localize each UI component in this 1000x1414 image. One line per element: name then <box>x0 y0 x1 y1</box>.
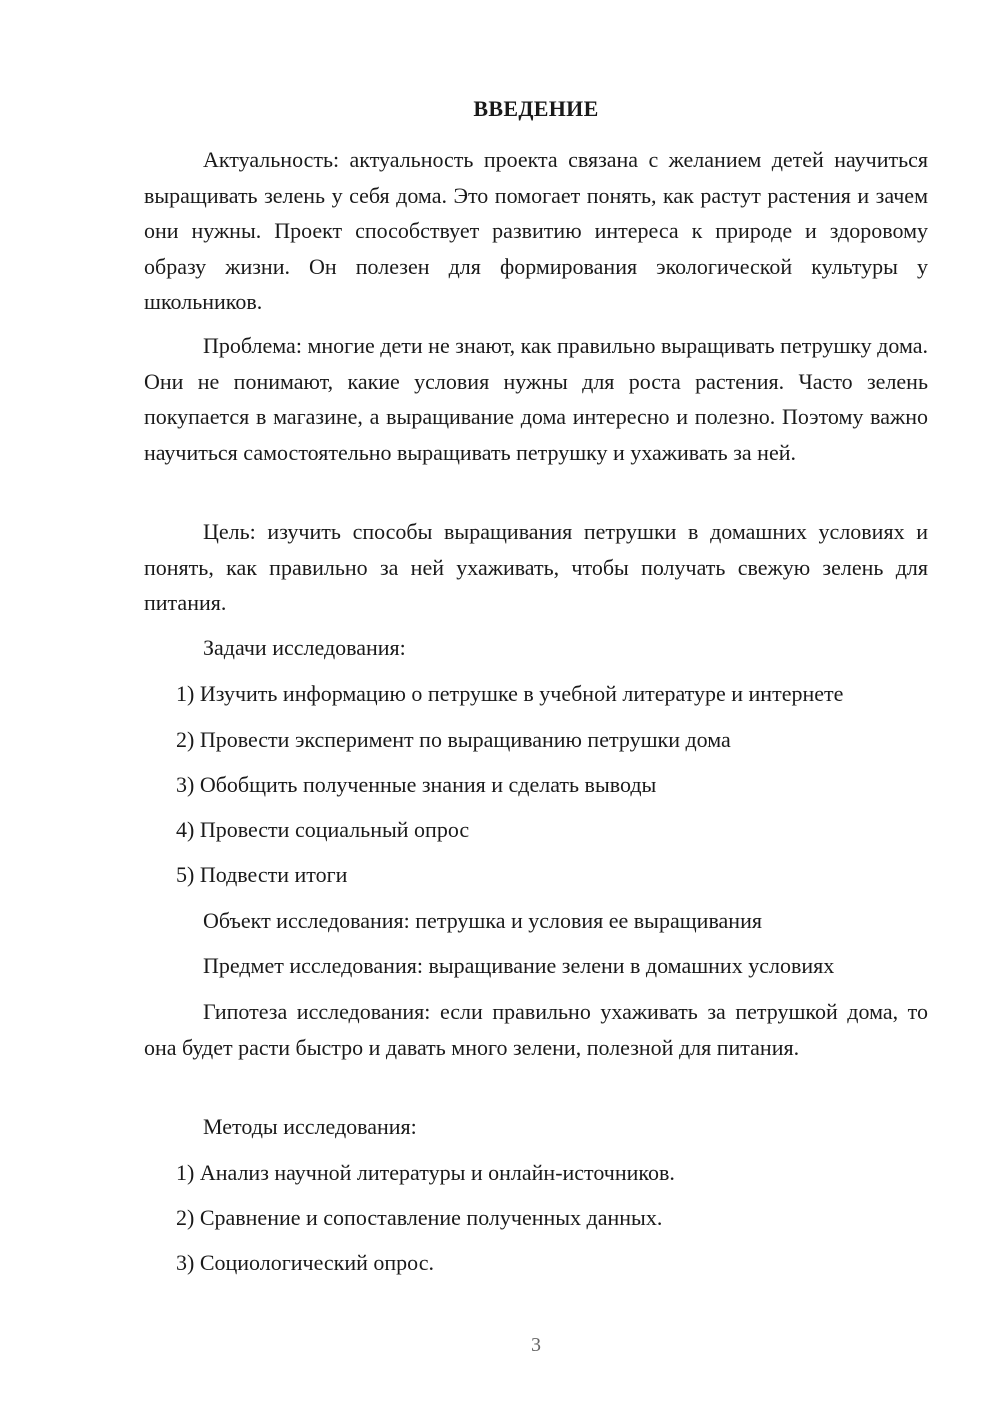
task-item-2: 2) Провести эксперимент по выращиванию петрушки дома <box>176 727 731 752</box>
relevance-paragraph: Актуальность: актуальность проекта связана с желанием детей научиться выращивать зелень у себя дома. Это помогает понять, как растут растения и зачем они нужны. Проект способствует развитию интереса к природе и здоровому образу жизни. Он полезен для формирования экологической культуры у школьников. <box>144 147 928 314</box>
hypothesis-paragraph: Гипотеза исследования: если правильно ухаживать за петрушкой дома, то она будет расти быстро и давать много зелени, полезной для питания. <box>144 999 928 1060</box>
object-line: Объект исследования: петрушка и условия ее выращивания <box>203 908 762 933</box>
task-item-1: 1) Изучить информацию о петрушке в учебной литературе и интернете <box>176 681 844 706</box>
page-number: 3 <box>531 1334 541 1356</box>
methods-heading: Методы исследования: <box>203 1114 417 1139</box>
method-item-2: 2) Сравнение и сопоставление полученных данных. <box>176 1205 663 1230</box>
tasks-heading: Задачи исследования: <box>203 635 406 660</box>
goal-paragraph: Цель: изучить способы выращивания петрушки в домашних условиях и понять, как правильно за ней ухаживать, чтобы получать свежую зелень для питания. <box>144 519 928 615</box>
task-item-4: 4) Провести социальный опрос <box>176 817 470 842</box>
method-item-1: 1) Анализ научной литературы и онлайн-источников. <box>176 1160 675 1185</box>
subject-line: Предмет исследования: выращивание зелени в домашних условиях <box>203 953 835 978</box>
problem-paragraph: Проблема: многие дети не знают, как правильно выращивать петрушку дома. Они не понимают, какие условия нужны для роста растения. Часто зелень покупается в магазине, а выращивание дома интересно и полезно. Поэтому важно научиться самостоятельно выращивать петрушку и ухаживать за ней. <box>144 333 928 465</box>
page-title: ВВЕДЕНИЕ <box>473 96 599 121</box>
method-item-3: 3) Социологический опрос. <box>176 1250 434 1275</box>
task-item-5: 5) Подвести итоги <box>176 862 348 887</box>
task-item-3: 3) Обобщить полученные знания и сделать выводы <box>176 772 657 797</box>
